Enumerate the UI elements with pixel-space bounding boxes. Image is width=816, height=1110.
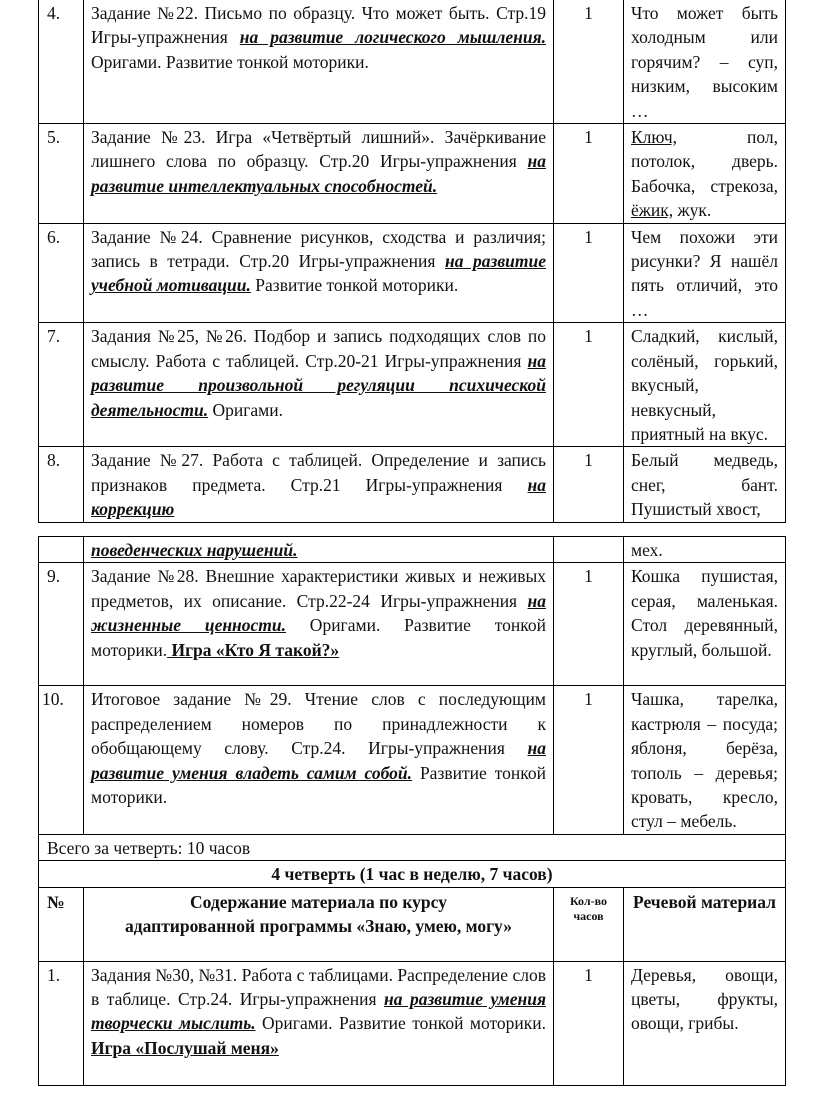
header-content: Содержание материала по курсу адаптированной программы «Знаю, умею, могу»: [84, 887, 554, 961]
header-hours: Кол-во часов: [554, 887, 624, 961]
table-row: [39, 124, 786, 224]
table-row: [39, 563, 786, 686]
table-row: [39, 686, 786, 834]
row-hours: 1: [554, 323, 624, 447]
row-number: 7.: [39, 323, 84, 447]
table-row: [39, 223, 786, 323]
row-description: поведенческих нарушений.: [84, 537, 554, 563]
row-number: 6.: [39, 223, 84, 323]
total-row: [39, 834, 786, 860]
row-speech-material: мех.: [624, 537, 786, 563]
row-hours: 1: [554, 124, 624, 224]
lesson-table-part2: [38, 536, 786, 1086]
row-hours: 1: [554, 686, 624, 834]
table-row-continuation: [39, 537, 786, 563]
table-row: [39, 0, 786, 124]
header-row: [39, 887, 786, 961]
row-description: Итоговое задание №29. Чтение слов с последующим распределением номеров по принадлежности к обобщающему слову. Стр.24. Игры-упражнения на развитие умения владеть самим собой. Развитие тонкой моторики.: [84, 686, 554, 834]
row-description: Задание №23. Игра «Четвёртый лишний». Зачёркивание лишнего слова по образцу. Стр.20 Игры-упражнения на развитие интеллектуальных способностей.: [84, 124, 554, 224]
row-number: 9.: [39, 563, 84, 686]
row-number: 4.: [39, 0, 84, 124]
row-hours: 1: [554, 447, 624, 522]
row-speech-material: Деревья, овощи, цветы, фрукты, овощи, грибы.: [624, 961, 786, 1085]
row-number: 10.: [39, 686, 84, 834]
row-speech-material: Чашка, тарелка, кастрюля – посуда; яблоня, берёза, тополь – деревья; кровать, кресло, стул – мебель.: [624, 686, 786, 834]
section-title: 4 четверть (1 час в неделю, 7 часов): [39, 861, 786, 887]
row-speech-material: Что может быть холодным или горячим? – суп, низким, высоким …: [624, 0, 786, 124]
row-number: 5.: [39, 124, 84, 224]
row-hours: 1: [554, 0, 624, 124]
row-hours: 1: [554, 223, 624, 323]
table-row: [39, 447, 786, 522]
row-hours: 1: [554, 961, 624, 1085]
section-row: [39, 861, 786, 887]
row-description: Задание №27. Работа с таблицей. Определение и запись признаков предмета. Стр.21 Игры-упражнения на коррекцию: [84, 447, 554, 522]
lesson-table-part1: [38, 0, 786, 523]
row-hours: 1: [554, 563, 624, 686]
row-description: Задание №28. Внешние характеристики живых и неживых предметов, их описание. Стр.22-24 Игры-упражнения на жизненные ценности. Оригами. Развитие тонкой моторики. Игра «Кто Я такой?»: [84, 563, 554, 686]
row-speech-material: Сладкий, кислый, солёный, горький, вкусный, невкусный, приятный на вкус.: [624, 323, 786, 447]
row-description: Задание №22. Письмо по образцу. Что может быть. Стр.19 Игры-упражнения на развитие логического мышления. Оригами. Развитие тонкой моторики.: [84, 0, 554, 124]
quarter-total: Всего за четверть: 10 часов: [39, 834, 786, 860]
row-number: 1.: [39, 961, 84, 1085]
row-description: Задания №30, №31. Работа с таблицами. Распределение слов в таблице. Стр.24. Игры-упражнения на развитие умения творчески мыслить. Оригами. Развитие тонкой моторики. Игра «Послушай меня»: [84, 961, 554, 1085]
row-description: Задания №25, №26. Подбор и запись подходящих слов по смыслу. Работа с таблицей. Стр.20-21 Игры-упражнения на развитие произвольной регуляции психической деятельности. Оригами.: [84, 323, 554, 447]
header-speech: Речевой материал: [624, 887, 786, 961]
header-number: №: [39, 887, 84, 961]
row-number: 8.: [39, 447, 84, 522]
row-speech-material: Кошка пушистая, серая, маленькая. Стол деревянный, круглый, большой.: [624, 563, 786, 686]
row-speech-material: Белый медведь, снег, бант. Пушистый хвост,: [624, 447, 786, 522]
table-row: [39, 961, 786, 1085]
row-speech-material: Ключ, пол, потолок, дверь. Бабочка, стрекоза, ёжик, жук.: [624, 124, 786, 224]
row-description: Задание №24. Сравнение рисунков, сходства и различия; запись в тетради. Стр.20 Игры-упражнения на развитие учебной мотивации. Развитие тонкой моторики.: [84, 223, 554, 323]
table-row: [39, 323, 786, 447]
row-speech-material: Чем похожи эти рисунки? Я нашёл пять отличий, это …: [624, 223, 786, 323]
